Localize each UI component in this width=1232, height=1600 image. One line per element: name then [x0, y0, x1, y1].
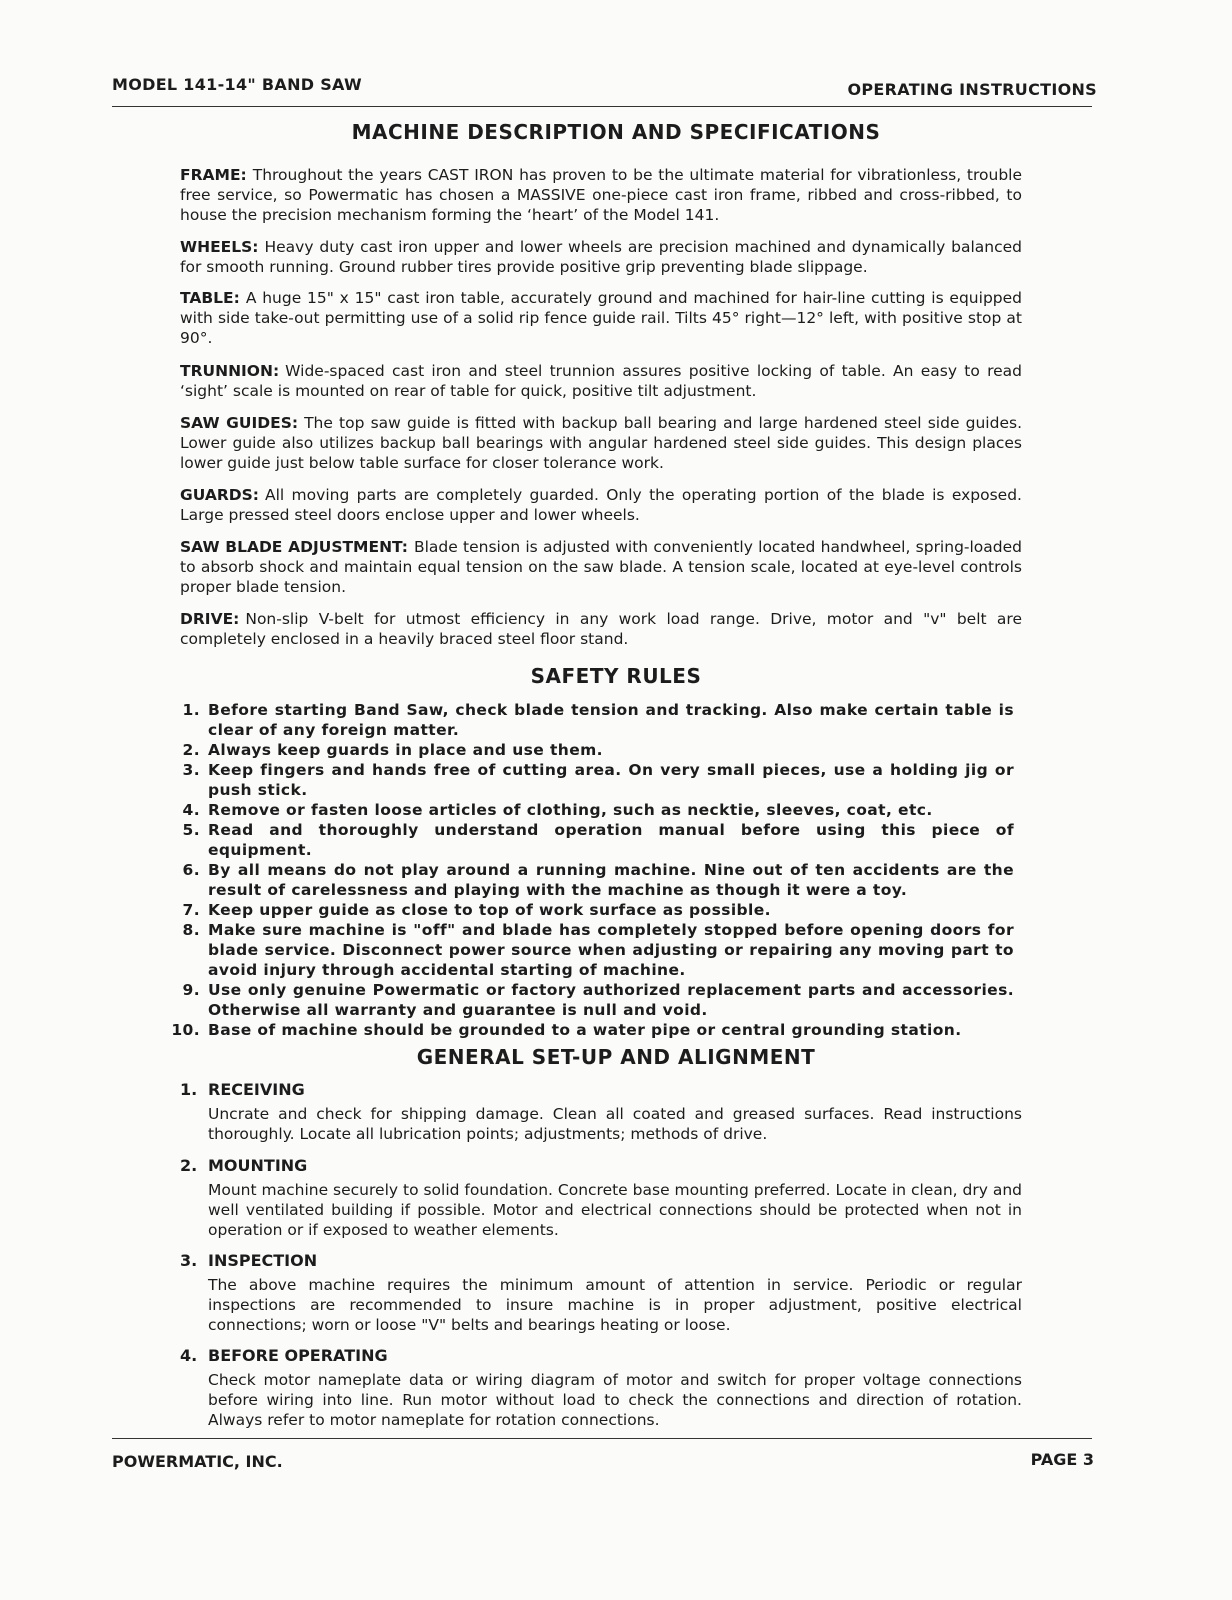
spec-text: The top saw guide is fitted with backup ball bearing and large hardened steel side guides. Lower guide also utilizes backup ball bearings with angular hardened steel side guides. This design places lower guide just below table surface for closer tolerance work.: [180, 414, 1022, 472]
section-text: The above machine requires the minimum amount of attention in service. Periodic or regular inspections are recommended to insure machine is in proper adjustment, positive electrical connections; worn or loose "V" belts and bearings heating or loose.: [208, 1276, 1022, 1334]
section-number: 4.: [180, 1346, 198, 1365]
setup-receiving: [180, 1080, 1022, 1144]
setup-before-operating: [180, 1346, 1022, 1430]
spec-text: All moving parts are completely guarded. Only the operating portion of the blade is exposed. Large pressed steel doors enclose upper and lower wheels.: [180, 486, 1022, 524]
rule-text: Remove or fasten loose articles of clothing, such as necktie, sleeves, coat, etc.: [208, 801, 933, 819]
spec-text: Wide-spaced cast iron and steel trunnion assures positive locking of table. An easy to read ‘sight’ scale is mounted on rear of table for quick, positive tilt adjustment.: [180, 362, 1022, 400]
header-section: OPERATING INSTRUCTIONS: [847, 80, 1097, 99]
section-heading: RECEIVING: [208, 1080, 305, 1099]
rule-number: 2.: [182, 741, 200, 759]
rule-number: 3.: [182, 761, 200, 779]
list-item: [168, 700, 1014, 740]
footer-company: POWERMATIC, INC.: [112, 1452, 283, 1471]
section-number: 1.: [180, 1080, 198, 1099]
spec-term: WHEELS:: [180, 238, 259, 256]
spec-text: Heavy duty cast iron upper and lower wheels are precision machined and dynamically balanced for smooth running. Ground rubber tires provide positive grip preventing blade slippage.: [180, 238, 1022, 276]
rule-number: 4.: [182, 801, 200, 819]
rule-text: Before starting Band Saw, check blade tension and tracking. Also make certain table is clear of any foreign matter.: [208, 701, 1014, 739]
section-number: 3.: [180, 1251, 198, 1270]
spec-trunnion: [180, 361, 1022, 401]
spec-term: SAW GUIDES:: [180, 414, 299, 432]
spec-table: [180, 288, 1022, 348]
rule-text: Keep upper guide as close to top of work surface as possible.: [208, 901, 771, 919]
spec-term: TRUNNION:: [180, 362, 280, 380]
rule-text: Make sure machine is "off" and blade has completely stopped before opening doors for blade service. Disconnect power source when adjusting or repairing any moving part to avoid injury through accidental starting of machine.: [208, 921, 1014, 979]
spec-wheels: [180, 237, 1022, 277]
spec-guards: [180, 485, 1022, 525]
list-item: [168, 980, 1014, 1020]
header-model: MODEL 141-14" BAND SAW: [112, 75, 362, 94]
list-item: [168, 860, 1014, 900]
section-heading: MOUNTING: [208, 1156, 308, 1175]
safety-rules-list: [168, 700, 1014, 1040]
safety-title: SAFETY RULES: [530, 664, 702, 688]
spec-term: TABLE:: [180, 289, 240, 307]
setup-inspection: [180, 1251, 1022, 1335]
list-item: [168, 820, 1014, 860]
list-item: [168, 740, 1014, 760]
section-text: Mount machine securely to solid foundation. Concrete base mounting preferred. Locate in clean, dry and well ventilated building if possible. Motor and electrical connections should be protected when not in operation or if exposed to weather elements.: [208, 1181, 1022, 1239]
list-item: [168, 800, 1014, 820]
section-heading: INSPECTION: [208, 1251, 318, 1270]
spec-term: SAW BLADE ADJUSTMENT:: [180, 538, 408, 556]
rule-text: Use only genuine Powermatic or factory authorized replacement parts and accessories. Otherwise all warranty and guarantee is null and void.: [208, 981, 1014, 1019]
rule-number: 7.: [182, 901, 200, 919]
section-number: 2.: [180, 1156, 198, 1175]
rule-text: Keep fingers and hands free of cutting area. On very small pieces, use a holding jig or push stick.: [208, 761, 1014, 799]
spec-text: Throughout the years CAST IRON has proven to be the ultimate material for vibrationless, trouble free service, so Powermatic has chosen a MASSIVE one-piece cast iron frame, ribbed and cross-ribbed, to house the precision mechanism forming the ‘heart’ of the Model 141.: [180, 166, 1022, 224]
spec-drive: [180, 609, 1022, 649]
spec-saw-guides: [180, 413, 1022, 473]
rule-number: 6.: [182, 861, 200, 879]
rule-number: 5.: [182, 821, 200, 839]
setup-mounting: [180, 1156, 1022, 1240]
setup-title: GENERAL SET-UP AND ALIGNMENT: [416, 1045, 816, 1069]
header-rule: [112, 106, 1092, 107]
spec-text: Non-slip V-belt for utmost efficiency in any work load range. Drive, motor and "v" belt are completely enclosed in a heavily braced steel floor stand.: [180, 610, 1022, 648]
spec-frame: [180, 165, 1022, 225]
spec-term: DRIVE:: [180, 610, 240, 628]
section-text: Uncrate and check for shipping damage. Clean all coated and greased surfaces. Read instructions thoroughly. Locate all lubrication points; adjustments; methods of drive.: [208, 1105, 1022, 1143]
spec-text: Blade tension is adjusted with conveniently located handwheel, spring-loaded to absorb shock and maintain equal tension on the saw blade. A tension scale, located at eye-level controls proper blade tension.: [180, 538, 1022, 596]
rule-number: 10.: [171, 1021, 200, 1039]
section-text: Check motor nameplate data or wiring diagram of motor and switch for proper voltage connections before wiring into line. Run motor without load to check the connections and direction of rotation. Always refer to motor nameplate for rotation connections.: [208, 1371, 1022, 1429]
spec-text: A huge 15" x 15" cast iron table, accurately ground and machined for hair-line cutting is equipped with side take-out permitting use of a solid rip fence guide rail. Tilts 45° right—12° left, with positive stop at 90°.: [180, 289, 1022, 347]
rule-text: Base of machine should be grounded to a water pipe or central grounding station.: [208, 1021, 962, 1039]
spec-blade-adjustment: [180, 537, 1022, 597]
rule-text: By all means do not play around a running machine. Nine out of ten accidents are the result of carelessness and playing with the machine as though it were a toy.: [208, 861, 1014, 899]
spec-term: FRAME:: [180, 166, 247, 184]
rule-number: 9.: [182, 981, 200, 999]
rule-number: 1.: [182, 701, 200, 719]
spec-term: GUARDS:: [180, 486, 259, 504]
description-title: MACHINE DESCRIPTION AND SPECIFICATIONS: [351, 120, 881, 144]
list-item: [168, 900, 1014, 920]
footer-rule: [112, 1438, 1092, 1439]
list-item: [168, 920, 1014, 980]
list-item: [168, 760, 1014, 800]
section-heading: BEFORE OPERATING: [208, 1346, 388, 1365]
rule-text: Always keep guards in place and use them.: [208, 741, 603, 759]
rule-number: 8.: [182, 921, 200, 939]
rule-text: Read and thoroughly understand operation manual before using this piece of equipment.: [208, 821, 1014, 859]
list-item: [168, 1020, 1014, 1040]
page-number: PAGE 3: [1030, 1450, 1094, 1469]
